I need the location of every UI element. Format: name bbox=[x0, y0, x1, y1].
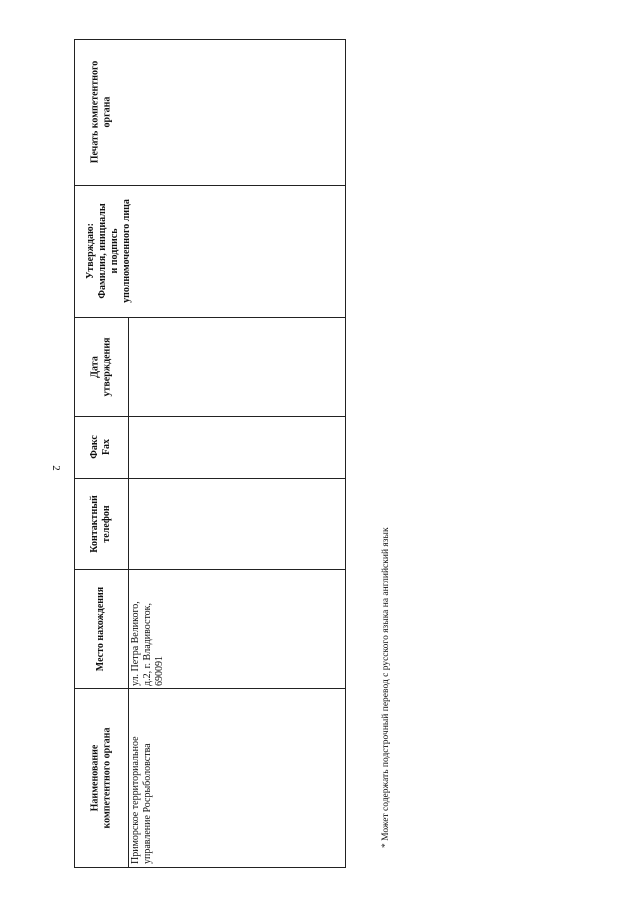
page-number: 2 bbox=[50, 465, 62, 471]
header-name: Наименование компетентного органа bbox=[89, 727, 112, 829]
competent-authority-table bbox=[74, 39, 346, 868]
header-approval-date: Дата утверждения bbox=[89, 337, 112, 396]
header-fax: Факс Fax bbox=[88, 435, 112, 459]
cell-phone bbox=[128, 478, 346, 569]
header-location: Место нахождения bbox=[95, 586, 106, 671]
footnote: * Может содержать подстрочный перевод с русского языка на английский язык bbox=[381, 527, 391, 848]
cell-fax bbox=[128, 416, 346, 478]
cell-approval-date bbox=[128, 317, 346, 416]
header-seal: Печать компетентного органа bbox=[89, 60, 113, 164]
cell-name: Приморское территориальное управление Росрыболовства bbox=[130, 736, 153, 864]
header-approved-by: Утверждаю: Фамилия, инициалы и подпись уполномоченного лица bbox=[85, 199, 133, 303]
cell-location: ул. Петра Великого, д.2, г. Владивосток, 690091 bbox=[130, 601, 165, 686]
header-phone: Контактный телефон bbox=[89, 494, 112, 553]
